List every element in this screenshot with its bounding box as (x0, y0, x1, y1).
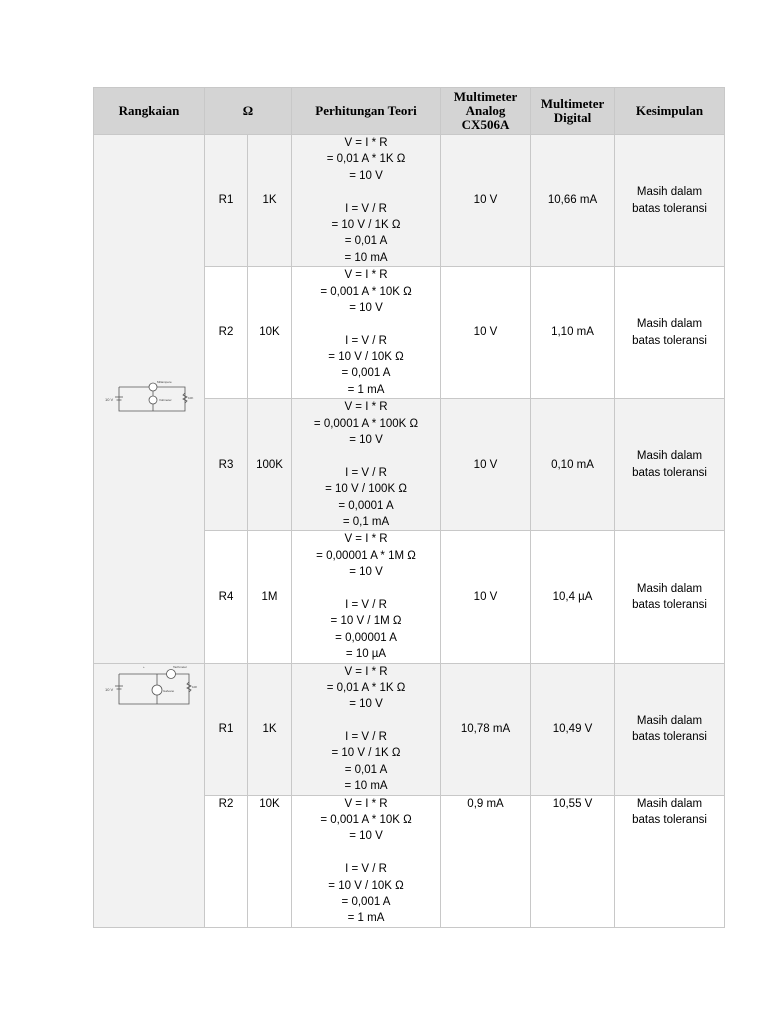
calc-line: I = V / R (345, 731, 387, 744)
circuit2-meter-mid-label: Galvano (163, 688, 175, 693)
calc-line (292, 448, 440, 464)
conclusion (615, 663, 725, 795)
table-row (94, 663, 725, 795)
calc-line: = 0,01 A (344, 235, 388, 248)
conclusion-line: batas toleransi (632, 598, 707, 611)
calc-line: = 10 V (349, 169, 383, 182)
conclusion-line: Masih dalam (636, 797, 703, 810)
conclusion-line: batas toleransi (632, 814, 707, 827)
header-analog-line1: Multimeter (453, 89, 518, 104)
calc-line: I = V / R (345, 334, 387, 347)
calc-line: V = I * R (344, 401, 388, 414)
calc-line: = 10 V (349, 830, 383, 843)
calculation (292, 135, 441, 267)
conclusion-line: batas toleransi (632, 202, 707, 215)
calc-line: = 0,01 A * 1K Ω (326, 153, 406, 166)
calc-line: I = V / R (345, 598, 387, 611)
calculation (292, 399, 441, 531)
conclusion (615, 795, 725, 927)
calc-line (292, 713, 440, 729)
conclusion (615, 531, 725, 663)
header-row (94, 88, 725, 135)
header-rangkaian: Rangkaian (94, 88, 205, 135)
calc-line: = 0,01 A * 1K Ω (326, 681, 406, 694)
calc-line: I = V / R (345, 466, 387, 479)
resistor-name: R2 (205, 795, 248, 927)
circuit2-node-label: + (143, 664, 145, 669)
calc-line: V = I * R (344, 137, 388, 149)
calc-line: V = I * R (344, 665, 388, 678)
calc-line: = 0,00001 A * 1M Ω (316, 549, 416, 562)
calc-line: I = V / R (345, 202, 387, 215)
calc-line: = 10 V / 10K Ω (328, 351, 404, 364)
conclusion (615, 267, 725, 399)
header-digital-line2: Digital (553, 110, 592, 125)
calc-line: = 10 V / 1M Ω (330, 615, 402, 628)
header-kesimpulan: Kesimpulan (615, 88, 725, 135)
calc-line: = 1 mA (347, 912, 385, 925)
calc-line (292, 845, 440, 861)
conclusion-line: Masih dalam (636, 450, 703, 463)
calc-line: = 0,1 mA (342, 515, 390, 528)
resistor-value: 10K (248, 267, 292, 399)
digital-reading: 10,55 V (531, 795, 615, 927)
resistor-value: 1K (248, 135, 292, 267)
conclusion-line: batas toleransi (632, 334, 707, 347)
header-digital-line1: Multimeter (540, 96, 605, 111)
circuit-diagram-voltmeter (101, 379, 197, 419)
resistor-name: R4 (205, 531, 248, 663)
calc-line: = 0,001 A * 10K Ω (320, 285, 412, 298)
calculation (292, 531, 441, 663)
calc-line: = 10 V (349, 698, 383, 711)
analog-reading: 10,78 mA (441, 663, 531, 795)
calc-line: = 0,001 A (341, 895, 391, 908)
circuit1-load-label: 10K (188, 395, 194, 400)
digital-reading: 10,66 mA (531, 135, 615, 267)
circuit-cell-2 (94, 663, 205, 927)
circuit2-meter-top-label: Tachmeter (173, 664, 188, 669)
calc-line: = 10 V / 100K Ω (325, 483, 407, 496)
calc-line (292, 581, 440, 597)
digital-reading: 1,10 mA (531, 267, 615, 399)
resistor-value: 100K (248, 399, 292, 531)
calc-line (292, 184, 440, 200)
resistor-name: R2 (205, 267, 248, 399)
resistor-name: R1 (205, 135, 248, 267)
conclusion-line: Masih dalam (636, 714, 703, 727)
analog-reading: 10 V (441, 267, 531, 399)
analog-reading: 10 V (441, 531, 531, 663)
circuit2-load-label: 10K (192, 684, 197, 689)
resistor-value: 1M (248, 531, 292, 663)
calc-line: = 10 V / 10K Ω (328, 879, 404, 892)
calc-line (292, 316, 440, 332)
header-analog (441, 88, 531, 135)
circuit2-source-label: 10 V (105, 686, 114, 692)
header-digital (531, 88, 615, 135)
calc-line: = 0,00001 A (335, 631, 397, 644)
conclusion-line: Masih dalam (636, 186, 703, 199)
calc-line: V = I * R (344, 533, 388, 546)
header-analog-line2: Analog (465, 103, 506, 118)
circuit-cell-1 (94, 135, 205, 664)
calc-line: V = I * R (344, 797, 388, 810)
conclusion (615, 135, 725, 267)
results-table (93, 87, 725, 928)
analog-reading: 0,9 mA (441, 795, 531, 927)
header-ohm: Ω (205, 88, 292, 135)
calculation (292, 795, 441, 927)
calc-line: = 0,0001 A (338, 499, 394, 512)
resistor-name: R3 (205, 399, 248, 531)
circuit1-meter-top-label: Miliampere (157, 379, 172, 384)
circuit1-meter-mid-label: Voltmeter (159, 397, 172, 402)
calculation (292, 267, 441, 399)
conclusion-line: Masih dalam (636, 318, 703, 331)
conclusion-line: Masih dalam (636, 582, 703, 595)
conclusion-line: batas toleransi (632, 731, 707, 744)
circuit-diagram-galvanometer (101, 664, 197, 708)
calc-line: = 10 V (349, 566, 383, 579)
header-analog-line3: CX506A (461, 117, 510, 132)
calc-line: = 10 V / 1K Ω (331, 218, 401, 231)
calc-line: = 0,001 A (341, 367, 391, 380)
resistor-value: 10K (248, 795, 292, 927)
calc-line: I = V / R (345, 863, 387, 876)
digital-reading: 10,49 V (531, 663, 615, 795)
resistor-value: 1K (248, 663, 292, 795)
calc-line: = 10 µA (345, 648, 387, 661)
analog-reading: 10 V (441, 135, 531, 267)
calc-line: = 0,001 A * 10K Ω (320, 814, 412, 827)
analog-reading: 10 V (441, 399, 531, 531)
digital-reading: 0,10 mA (531, 399, 615, 531)
calc-line: V = I * R (344, 269, 388, 282)
calc-line: = 10 mA (344, 251, 388, 264)
header-perhitungan: Perhitungan Teori (292, 88, 441, 135)
conclusion (615, 399, 725, 531)
table-row (94, 135, 725, 267)
calc-line: = 0,01 A (344, 763, 388, 776)
calc-line: = 10 V (349, 434, 383, 447)
calc-line: = 10 V (349, 301, 383, 314)
calc-line: = 1 mA (347, 383, 385, 396)
calc-line: = 0,0001 A * 100K Ω (313, 417, 419, 430)
calc-line: = 10 V / 1K Ω (331, 747, 401, 760)
circuit1-source-label: 10 V (105, 396, 114, 402)
conclusion-line: batas toleransi (632, 466, 707, 479)
calculation (292, 663, 441, 795)
calc-line: = 10 mA (344, 780, 388, 793)
resistor-name: R1 (205, 663, 248, 795)
digital-reading: 10,4 µA (531, 531, 615, 663)
